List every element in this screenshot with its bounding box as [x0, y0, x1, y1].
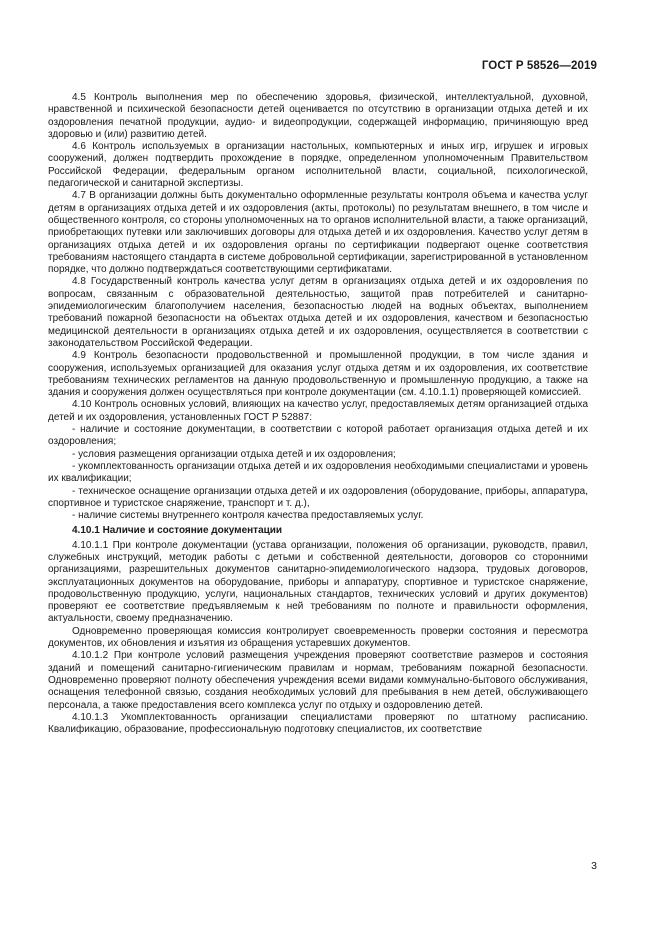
paragraph: 4.6 Контроль используемых в организации настольных, компьютерных и иных игр, игрушек и игровых сооружений, должен подтвердить прохождение в порядке, определенном уполномоченным Правительством Российской Федерации, федеральным органом исполнительной власти, социальной, психологической, педагогической и санитарной экспертизы. — [48, 141, 588, 190]
standard-number: ГОСТ Р 58526—2019 — [481, 60, 597, 72]
list-item: - укомплектованность организации отдыха детей и их оздоровления необходимыми специалистами и уровень их квалификации; — [48, 460, 588, 485]
page-number: 3 — [591, 860, 597, 872]
section-heading: 4.10.1 Наличие и состояние документации — [72, 525, 283, 537]
paragraph: 4.9 Контроль безопасности продовольственной и промышленной продукции, в том числе здания и сооружения, используемых организацией для оказания услуг отдыха детям и их оздоровления, их соответствие требованиям технических регламентов на данную продовольственную и промышленную продукцию, а также на здания и сооружения должен осуществляться при контроле документации (см. 4.10.1.1) проверяющей комиссией. — [48, 350, 588, 399]
paragraph: Одновременно проверяющая комиссия контролирует своевременность проверки состояния и пересмотра документов, их обновления и изъятия из обращения устаревших документов. — [48, 625, 588, 650]
list-item: - техническое оснащение организации отдыха детей и их оздоровления (оборудование, приборы, аппаратура, спортивное и туристское снаряжение, транспорт и т. д.), — [48, 485, 588, 509]
paragraph: 4.10 Контроль основных условий, влияющих на качество услуг, предоставляемых детям организацией отдыха детей и их оздоровления, установленных ГОСТ Р 52887: — [48, 399, 588, 423]
list-item: - условия размещения организации отдыха детей и их оздоровления; — [72, 448, 396, 460]
list-item: - наличие и состояние документации, в соответствии с которой работает организация отдыха детей и их оздоровления; — [48, 424, 588, 448]
document-body — [48, 92, 588, 736]
list-item: - наличие системы внутреннего контроля качества предоставляемых услуг. — [72, 510, 424, 522]
paragraph: 4.5 Контроль выполнения мер по обеспечению здоровья, физической, интеллектуальной, духовной, нравственной и психической безопасности детей оценивается по отсутствию в организации отдыха детей и их оздоровления печатной продукции, аудио- и видеопродукции, содержащей информацию, причиняющую вред здоровью и (или) развитию детей. — [48, 92, 588, 140]
paragraph: 4.8 Государственный контроль качества услуг детям в организациях отдыха детей и их оздоровления по вопросам, связанным с образовательной деятельностью, защитой прав потребителей и санитарно-эпидемиологическим благополучием населения, безопасностью людей на водных объектах, выполнением требований пожарной безопасности на объектах отдыха детей и их оздоровления, качеством и безопасностью медицинской деятельности в организациях отдыха детей и их оздоровления, осуществляется в соответствии с законодательством Российской Федерации. — [48, 276, 588, 349]
paragraph: 4.10.1.2 При контроле условий размещения учреждения проверяют соответствие размеров и состояния зданий и помещений санитарно-гигиеническим правилам и нормам, требованиям пожарной безопасности. Одновременно проверяют полноту обеспечения учреждения всеми видами коммунально-бытового обслуживания, оснащения телефонной связью, создания необходимых условий для пребывания в нем детей, обслуживающего персонала, а также предоставления всего комплекса услуг по отдыху и оздоровлению детей. — [48, 650, 588, 711]
paragraph: 4.10.1.3 Укомплектованность организации специалистами проверяют по штатному расписанию. Квалификацию, образование, профессиональную подготовку специалистов, их соответствие — [48, 711, 588, 736]
paragraph: 4.7 В организации должны быть документально оформленные результаты контроля объема и качества услуг детям в организациях отдыха детей и их оздоровления (акты, протоколы) по результатам внешнего, в том числе и общественного контроля, со стороны уполномоченных на то органов исполнительной власти, а также организаций, приобретающих путевки или заключивших договоры для отдыха детей и их оздоровления. Качество услуг детям в организациях отдыха детей и их оздоровления органы по сертификации подвергают оценке соответствия требованиям настоящего стандарта в системе добровольной сертификации, зарегистрированной в установленном порядке, что должно подтверждаться соответствующими сертификатами. — [48, 190, 588, 276]
paragraph: 4.10.1.1 При контроле документации (устава организации, положения об организации, руководств, правил, служебных инструкций, методик работы с детьми и собственной деятельности, договоров со сторонними организациями, разрешительных документов санитарно-эпидемиологического надзора, трудовых договоров, эксплуатационных документов на оборудование, приборы и аппаратуру, спортивное и туристское снаряжение, продовольственную продукцию, услуги, национальных стандартов, технических условий и других документов) проверяют ее соответствие предъявляемым к ней требованиям по полноте и правильности оформления, актуальности, своему предназначению. — [48, 539, 588, 625]
